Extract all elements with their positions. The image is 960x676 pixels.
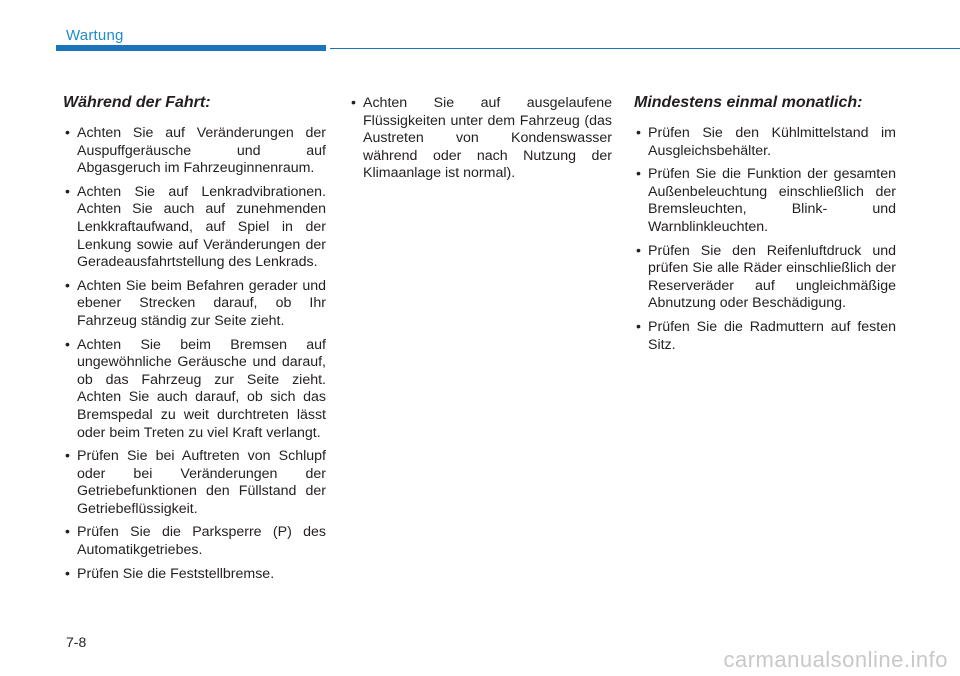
checklist-driving-continued: [349, 95, 612, 183]
section-title: Wartung: [66, 27, 124, 44]
list-item: • Prüfen Sie bei Auftreten von Schlupf oder bei Veränderungen der Getriebefunktionen den Füllstand der Getriebeflüssigkeit.: [63, 448, 326, 518]
list-item: • Prüfen Sie den Reifenluftdruck und prüfen Sie alle Räder einschließlich der Reserveräder auf ungleichmäßige Abnutzung oder Beschädigung.: [634, 243, 896, 313]
watermark-text[interactable]: carmanualsonline.info: [723, 647, 948, 672]
checklist-driving: [63, 125, 326, 583]
list-item: • Achten Sie auf Veränderungen der Auspuffgeräusche und auf Abgasgeruch im Fahrzeuginnenraum.: [63, 125, 326, 178]
list-item: • Achten Sie beim Befahren gerader und ebener Strecken darauf, ob Ihr Fahrzeug ständig zur Seite zieht.: [63, 278, 326, 331]
column-driving-continued: [349, 95, 612, 189]
list-item: • Prüfen Sie die Parksperre (P) des Automatikgetriebes.: [63, 524, 326, 559]
page-number: 7-8: [66, 634, 87, 650]
header-rule-thick: [56, 45, 326, 51]
list-item: • Prüfen Sie den Kühlmittelstand im Ausgleichsbehälter.: [634, 125, 896, 160]
list-item: • Achten Sie auf Lenkradvibrationen. Achten Sie auch auf zunehmenden Lenkkraftaufwand, auf Spiel in der Lenkung sowie auf Veränderungen der Geradeausfahrtstellung des Lenkrads.: [63, 184, 326, 272]
list-item: • Achten Sie auf ausgelaufene Flüssigkeiten unter dem Fahrzeug (das Austreten von Kondenswasser während oder nach Nutzung der Klimaanlage ist normal).: [349, 95, 612, 183]
checklist-monthly: [634, 125, 896, 354]
list-item: • Prüfen Sie die Funktion der gesamten Außenbeleuchtung einschließlich der Bremsleuchten, Blink- und Warnblinkleuchten.: [634, 166, 896, 236]
list-item: • Prüfen Sie die Radmuttern auf festen Sitz.: [634, 319, 896, 354]
header-rule-thin: [330, 48, 960, 49]
list-item: • Achten Sie beim Bremsen auf ungewöhnliche Geräusche und darauf, ob das Fahrzeug zur Seite zieht. Achten Sie auch darauf, ob sich das Bremspedal zu weit durchtreten lässt oder beim Treten zu viel Kraft verlangt.: [63, 337, 326, 443]
list-item: • Prüfen Sie die Feststellbremse.: [63, 566, 326, 584]
column-driving: [63, 93, 326, 589]
section-heading-driving: Während der Fahrt:: [63, 94, 211, 111]
section-heading-monthly: Mindestens einmal monatlich:: [634, 94, 863, 111]
column-monthly: [634, 93, 896, 360]
